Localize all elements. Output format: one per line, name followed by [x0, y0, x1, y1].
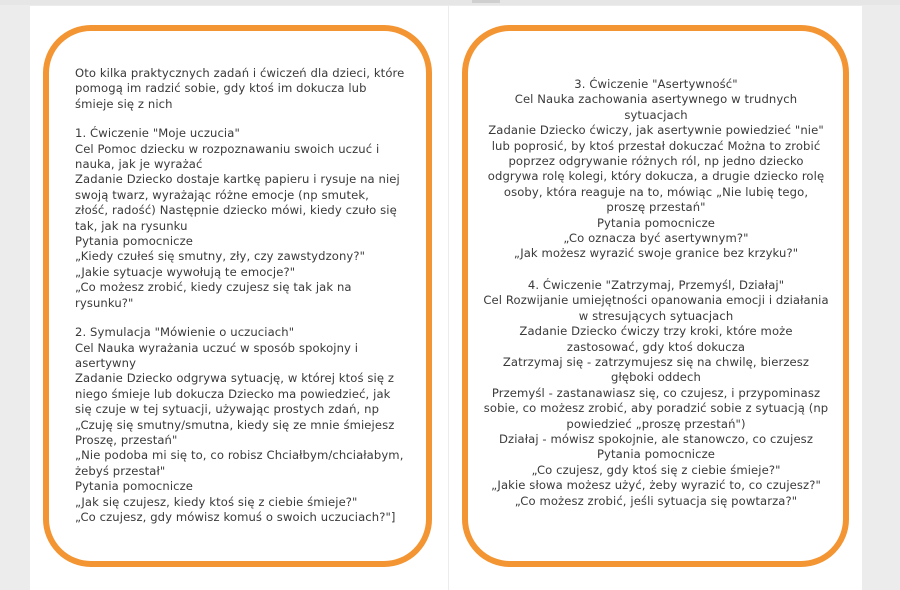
exercise-4-task: Zadanie Dziecko ćwiczy trzy kroki, które może zastosować, gdy ktoś dokucza	[519, 324, 793, 354]
exercise-3-task: Zadanie Dziecko ćwiczy, jak asertywnie powiedzieć "nie" lub poprosić, by ktoś przestał dokuczać Można to zrobić poprzez odgrywanie różnych ról, np jedno dziecko odgrywa rolę kolegi, który dokucza, a drugie dziecko rolę osoby, która reaguje na to, mówiąc „Nie lubię tego, proszę przestań"	[487, 123, 825, 215]
exercise-3-questions-header: Pytania pomocnicze	[596, 215, 716, 230]
exercise-4-title: 4. Ćwiczenie "Zatrzymaj, Przemyśl, Działaj"	[527, 277, 785, 292]
exercise-4-step: Działaj - mówisz spokojnie, ale stanowczo, co czujesz	[498, 431, 814, 446]
exercise-3-question: „Jak możesz wyrazić swoje granice bez krzyku?"	[513, 246, 799, 261]
left-card-content	[75, 66, 405, 525]
exercise-4-step: Przemyśl - zastanawiasz się, co czujesz, i przypominasz sobie, co możesz zrobić, aby poradzić sobie z sytuacją (np powiedzieć „proszę przestań")	[483, 385, 829, 431]
exercise-4-question: „Co możesz zrobić, jeśli sytuacja się powtarza?"	[514, 493, 798, 508]
exercise-3-title: 3. Ćwiczenie "Asertywność"	[574, 77, 738, 91]
exercise-3-question: „Co oznacza być asertywnym?"	[563, 231, 749, 246]
viewer-tab-indicator[interactable]	[472, 0, 500, 3]
exercise-2-title: 2. Symulacja "Mówienie o uczuciach"	[75, 325, 295, 340]
right-card-content	[483, 77, 829, 509]
exercise-2-example: „Nie podoba mi się to, co robisz Chciałbym/chciałabym, żebyś przestał"	[75, 448, 404, 478]
exercise-1-questions-header: Pytania pomocnicze	[75, 234, 194, 249]
exercise-1-question: „Jakie sytuacje wywołują te emocje?"	[75, 264, 296, 279]
exercise-2-question: „Jak się czujesz, kiedy ktoś się z ciebie śmieje?"	[75, 494, 358, 509]
exercise-4-question: „Co czujesz, gdy ktoś się z ciebie śmieje?"	[531, 462, 781, 477]
exercise-2-question: „Co czujesz, gdy mówisz komuś o swoich uczuciach?"]	[75, 509, 396, 524]
exercise-2-example: „Czuję się smutny/smutna, kiedy się ze mnie śmiejesz Proszę, przestań"	[75, 417, 395, 447]
exercise-2-goal: Cel Nauka wyrażania uczuć w sposób spokojny i asertywny	[75, 340, 359, 370]
exercise-1-goal: Cel Pomoc dziecku w rozpoznawaniu swoich uczuć i nauka, jak je wyrażać	[75, 141, 380, 172]
exercise-2-task: Zadanie Dziecko odgrywa sytuację, w której ktoś się z niego śmieje lub dokucza Dziecko ma powiedzieć, jak się czuje w tej sytuacji, używając prostych zdań, np	[75, 371, 395, 417]
exercise-1-task: Zadanie Dziecko dostaje kartkę papieru i rysuje na niej swoją twarz, wyrażając różne emocje (np smutek, złość, radość) Następnie dziecko mówi, kiedy czuło się tak, jak na rysunku	[75, 172, 400, 233]
viewer-top-bar	[0, 0, 900, 5]
exercise-3-goal: Cel Nauka zachowania asertywnego w trudnych sytuacjach	[514, 92, 798, 122]
exercise-4-question: „Jakie słowa możesz użyć, żeby wyrazić to, co czujesz?"	[491, 478, 821, 493]
exercise-1-question: „Co możesz zrobić, kiedy czujesz się tak jak na rysunku?"	[75, 280, 352, 310]
intro-text: Oto kilka praktycznych zadań i ćwiczeń dla dzieci, które pomogą im radzić sobie, gdy ktoś im dokucza lub śmieje się z nich	[75, 66, 405, 111]
exercise-2-questions-header: Pytania pomocnicze	[75, 479, 194, 494]
exercise-4-questions-header: Pytania pomocnicze	[596, 447, 716, 462]
exercise-4-goal: Cel Rozwijanie umiejętności opanowania emocji i działania w stresujących sytuacjach	[483, 293, 829, 323]
exercise-4-step: Zatrzymaj się - zatrzymujesz się na chwilę, bierzesz głęboki oddech	[502, 354, 810, 385]
exercise-1-question: „Kiedy czułeś się smutny, zły, czy zawstydzony?"	[75, 249, 366, 264]
right-page	[449, 6, 862, 590]
exercise-1-title: 1. Ćwiczenie "Moje uczucia"	[75, 126, 240, 141]
left-page	[30, 6, 448, 590]
